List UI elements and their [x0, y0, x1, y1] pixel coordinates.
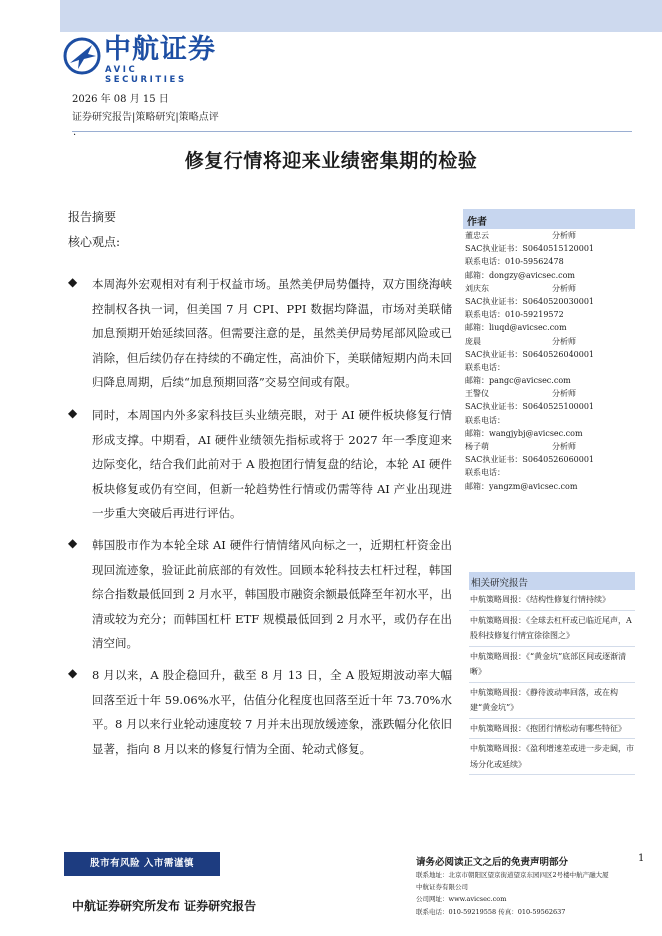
brand-name-en: AVIC SECURITIES [105, 65, 187, 85]
disclaimer-notice: 请务必阅读正文之后的免责声明部分 [416, 857, 569, 868]
core-view-item [68, 663, 452, 761]
analyst-phone: 联系电话： [465, 415, 505, 425]
analyst-email[interactable]: 邮箱：yangzm@avicsec.com [465, 481, 578, 491]
contact-company: 中航证券有限公司 [416, 883, 468, 892]
analyst-phone: 联系电话： [465, 468, 505, 478]
analyst-phone: 联系电话：010-59562478 [465, 257, 564, 267]
brand-name-cn: 中航证券 [104, 34, 216, 65]
core-view-text: 本周海外宏观相对有利于权益市场。虽然美伊局势僵持，双方围绕海峡控制权各执一词，但美国 7 月 CPI、PPI 数据均降温，市场对美联储加息预期开始延续回落。但需要注意的是，虽然美伊局势尾部风险或已消除，但后续仍存在持续的不确定性，高油价下，美联储短期内尚未回归降息周期，后续“加息预期回落”交易空间或有限。 [92, 277, 452, 389]
avic-plane-icon [62, 36, 102, 76]
analyst-email[interactable]: 邮箱：dongzy@avicsec.com [465, 270, 576, 280]
summary-label: 报告摘要 [68, 210, 117, 224]
analyst-name: 董忠云 [465, 231, 489, 240]
diamond-bullet-icon: ◆ [68, 275, 78, 289]
analyst-cert: SAC执业证书：S0640526040001 [465, 349, 595, 359]
core-views-label: 核心观点: [68, 235, 121, 249]
risk-warning-badge: 股市有风险 入市需谨慎 [64, 852, 220, 876]
authors-heading: 作者 [463, 209, 635, 229]
report-title: 修复行情将迎来业绩密集期的检验 [184, 150, 478, 172]
related-reports-heading: 相关研究报告 [469, 572, 635, 590]
contact-website[interactable]: 公司网址：www.avicsec.com [416, 895, 507, 904]
analyst-phone: 联系电话： [465, 362, 505, 372]
related-report-link[interactable]: 中航策略周报：《抱团行情松动有哪些特征》 [469, 719, 635, 740]
analyst-card [463, 229, 635, 282]
title-divider [72, 131, 632, 132]
diamond-bullet-icon: ◆ [68, 536, 78, 550]
core-view-item [68, 533, 452, 656]
authors-panel [463, 209, 635, 493]
core-view-text: 韩国股市作为本轮全球 AI 硬件行情情绪风向标之一，近期杠杆资金出现回流迹象，验证此前底部的有效性。回顾本轮科技去杠杆过程，韩国综合指数最低回到 2 月水平，韩国股市融资余额最低降至年初水平，出清或较为充分；而韩国杠杆 ETF 规模最低回到 2 月水平，或仍存在出清空间。 [92, 538, 452, 650]
analyst-card [463, 440, 635, 493]
page-number: 1 [638, 853, 645, 864]
related-reports-panel [469, 572, 635, 775]
related-report-link[interactable]: 中航策略周报：《盈利增速差或进一步走阔，市场分化或延续》 [469, 739, 635, 775]
analyst-role: 分析师 [552, 336, 576, 346]
core-view-text: 8 月以来，A 股企稳回升，截至 8 月 13 日，全 A 股短期波动率大幅回落至近十年 59.06%水平，估值分化程度也回落至近十年 73.70%水平。8 月以来行业轮动速度较 7 月并未出现放缓迹象，涨跌幅分化依旧显著，指向 8 月以来的修复行情为全面、轮动式修复。 [92, 668, 452, 756]
report-date: 2026 年 08 月 15 日 [72, 94, 169, 105]
analyst-role: 分析师 [552, 442, 576, 451]
divider-dot: · [73, 130, 77, 141]
analyst-role: 分析师 [552, 389, 576, 399]
analyst-cert: SAC执业证书：S0640526060001 [465, 455, 595, 465]
analyst-phone: 联系电话：010-59219572 [465, 310, 564, 320]
publisher-line: 中航证券研究所发布 证券研究报告 [72, 899, 257, 913]
analyst-name: 刘庆东 [465, 283, 489, 293]
contact-phone: 联系电话：010-59219558 传真：010-59562637 [416, 907, 566, 916]
analyst-card [463, 282, 635, 335]
related-report-link[interactable]: 中航策略周报：《全球去杠杆或已临近尾声，A 股科技修复行情宜徐徐图之》 [469, 611, 635, 647]
diamond-bullet-icon: ◆ [68, 406, 78, 420]
contact-info [416, 869, 609, 918]
related-report-link[interactable]: 中航策略周报：《“黄金坑”底部区间或逐渐清晰》 [469, 647, 635, 683]
analyst-email[interactable]: 邮箱：pangc@avicsec.com [465, 376, 571, 386]
related-report-link[interactable]: 中航策略周报：《结构性修复行情持续》 [469, 590, 635, 611]
core-view-item [68, 403, 452, 526]
report-category: 证券研究报告|策略研究|策略点评 [72, 112, 219, 123]
contact-address: 联系地址：北京市朝阳区望京街道望京东园四区2号楼中航产融大厦 [416, 871, 609, 879]
analyst-cert: SAC执业证书：S0640520030001 [465, 296, 595, 306]
diamond-bullet-icon: ◆ [68, 666, 78, 680]
core-view-text: 同时，本周国内外多家科技巨头业绩亮眼，对于 AI 硬件板块修复行情形成支撑。中期看，AI 硬件业绩领先指标或将于 2027 年一季度迎来边际变化，结合我们此前对于 A 股抱团行情复盘的结论，本轮 AI 硬件板块修复或仍有空间，但新一轮趋势性行情或仍需等待 AI 产业出现进一步重大突破后再进行评估。 [92, 408, 452, 520]
header-band [60, 0, 662, 32]
analyst-role: 分析师 [552, 231, 576, 240]
analyst-name: 庞晨 [465, 336, 481, 346]
analyst-card [463, 387, 635, 440]
analyst-email[interactable]: 邮箱：liuqd@avicsec.com [465, 323, 567, 333]
analyst-cert: SAC执业证书：S0640515120001 [465, 244, 595, 254]
analyst-role: 分析师 [552, 283, 576, 293]
brand-logo [62, 34, 222, 85]
core-view-item [68, 272, 452, 395]
analyst-name: 王警仪 [465, 389, 489, 399]
related-report-link[interactable]: 中航策略周报：《静待波动率回落，或在构建“黄金坑”》 [469, 683, 635, 719]
analyst-card [463, 335, 635, 388]
analyst-name: 杨子萌 [465, 442, 489, 451]
analyst-email[interactable]: 邮箱：wangjybj@avicsec.com [465, 428, 583, 438]
analyst-cert: SAC执业证书：S0640525100001 [465, 402, 595, 412]
